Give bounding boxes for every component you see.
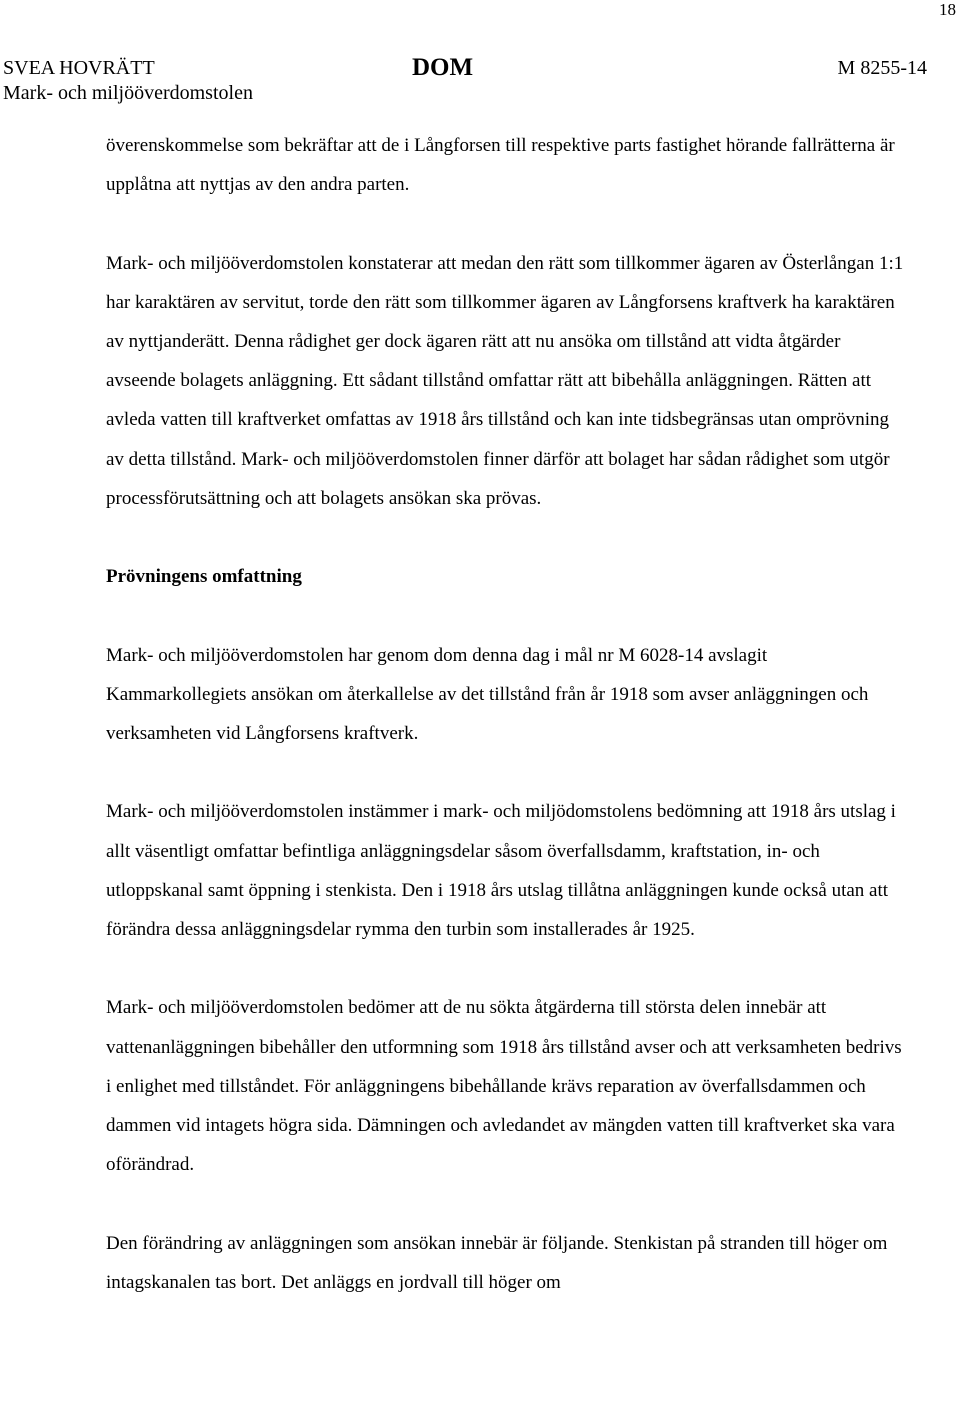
case-number: M 8255-14 bbox=[837, 57, 927, 79]
document-header bbox=[3, 56, 927, 108]
section-heading: Prövningens omfattning bbox=[106, 566, 302, 588]
document-type: DOM bbox=[412, 54, 474, 81]
paragraph: Mark- och miljööverdomstolen instämmer i mark- och miljödomstolens bedömning att 1918 års utslag i allt väsentligt omfattar befintliga anläggningsdelar såsom överfallsdamm, kraftstation, in- och utloppskanal samt öppning i stenkista. Den i 1918 års utslag tillåtna anläggningen kunde också utan att förändra dessa anläggningsdelar rymma den turbin som installerades år 1925. bbox=[106, 801, 896, 940]
paragraph: överenskommelse som bekräftar att de i Långforsen till respektive parts fastighet hörande fallrätterna är upplåtna att nyttjas av den andra parten. bbox=[106, 135, 895, 196]
page-number: 18 bbox=[939, 0, 956, 19]
paragraph: Mark- och miljööverdomstolen har genom dom denna dag i mål nr M 6028-14 avslagit Kammarkollegiets ansökan om återkallelse av det tillstånd från år 1918 som avser anläggningen och verksamheten vid Långforsens kraftverk. bbox=[106, 644, 869, 744]
paragraph: Den förändring av anläggningen som ansökan innebär är följande. Stenkistan på stranden till höger om intagskanalen tas bort. Det anläggs en jordvall till höger om bbox=[106, 1232, 888, 1293]
court-division: Mark- och miljööverdomstolen bbox=[3, 82, 253, 104]
paragraph: Mark- och miljööverdomstolen bedömer att de nu sökta åtgärderna till största delen innebär att vattenanläggningen bibehåller den utformning som 1918 års tillstånd avser och att verksamheten bedrivs i enlighet med tillståndet. För anläggningens bibehållande krävs reparation av överfallsdammen och dammen vid intagets högra sida. Dämningen och avledandet av mängden vatten till kraftverket ska vara oförändrad. bbox=[106, 997, 902, 1176]
court-name: SVEA HOVRÄTT bbox=[3, 57, 155, 79]
document-body bbox=[106, 126, 906, 1341]
paragraph: Mark- och miljööverdomstolen konstaterar att medan den rätt som tillkommer ägaren av Österlångan 1:1 har karaktären av servitut, torde den rätt som tillkommer ägaren av Långforsens kraftverk ha karaktären av nyttjanderätt. Denna rådighet ger dock ägaren rätt att nu ansöka om tillstånd att vidta åtgärder avseende bolagets anläggning. Ett sådant tillstånd omfattar rätt att bibehålla anläggningen. Rätten att avleda vatten till kraftverket omfattas av 1918 års tillstånd och kan inte tidsbegränsas utan omprövning av detta tillstånd. Mark- och miljööverdomstolen finner därför att bolaget har sådan rådighet som utgör processförutsättning och att bolagets ansökan ska prövas. bbox=[106, 252, 904, 509]
